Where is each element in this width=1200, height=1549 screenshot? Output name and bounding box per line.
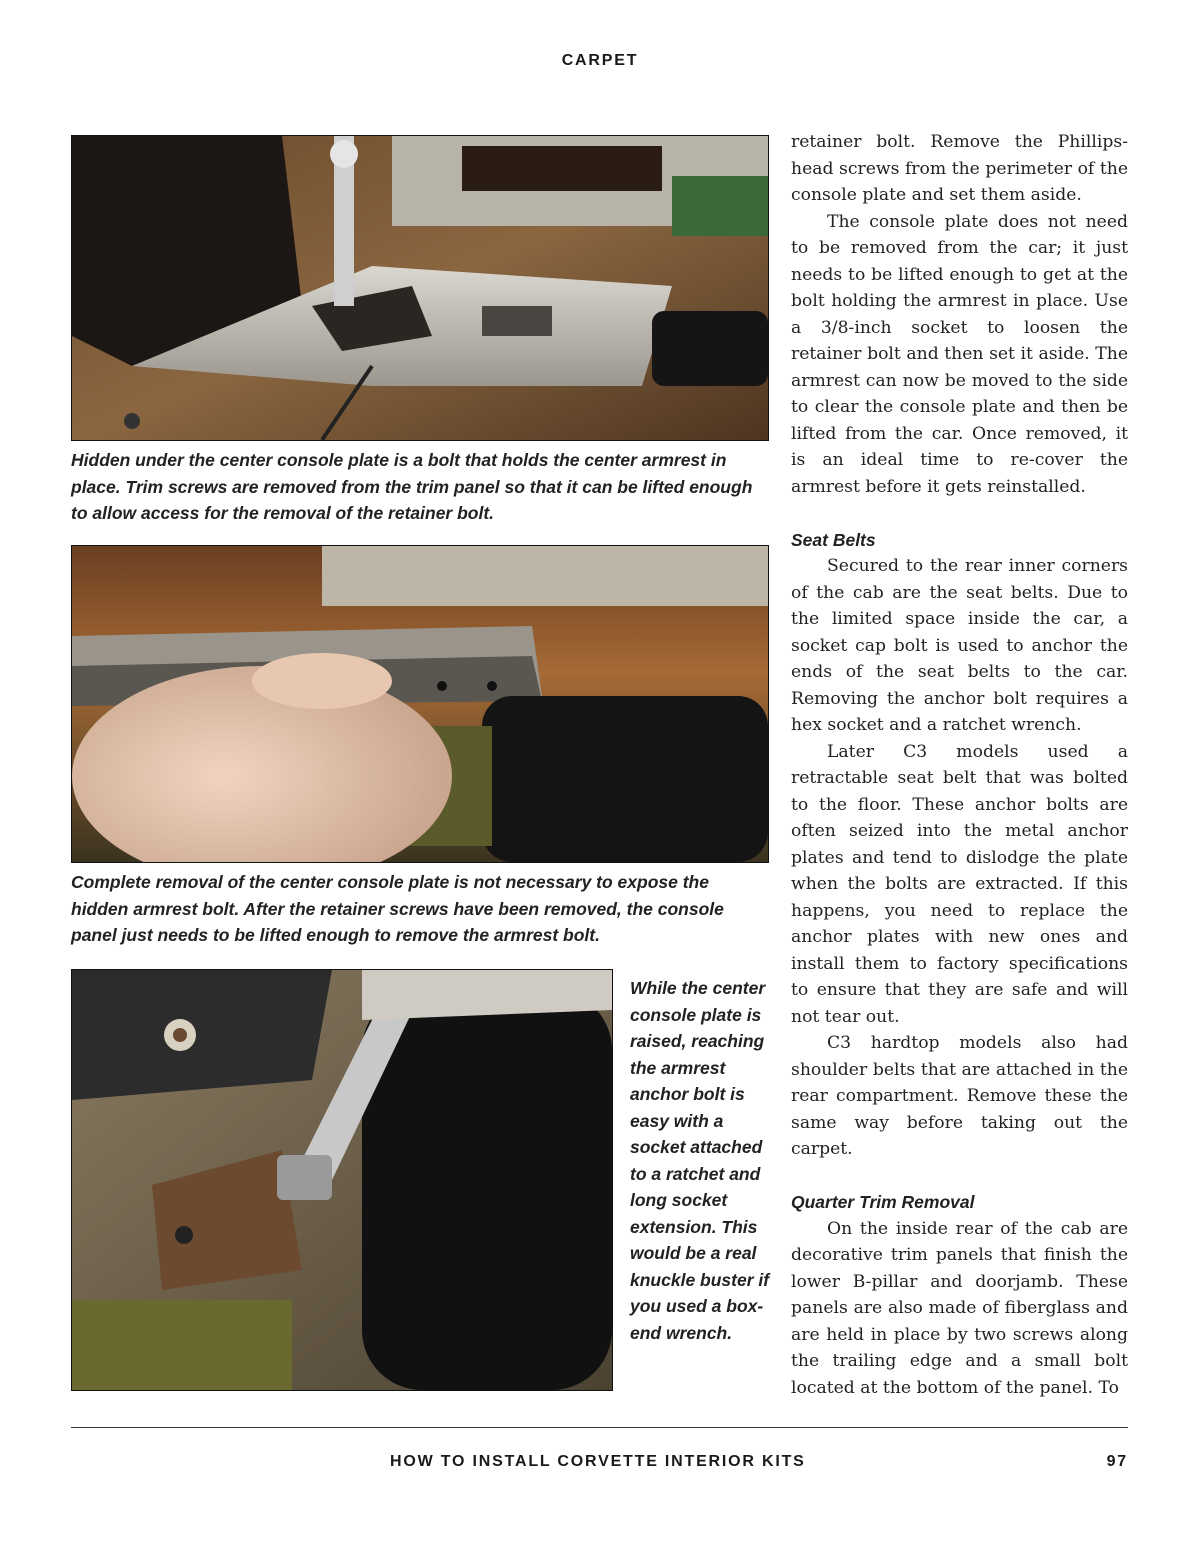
body-paragraph: C3 hardtop models also had shoulder belts that are attached in the rear compartment. Remove these the same way before taking out the carpet. (791, 1033, 1128, 1159)
photo-socket-extension (71, 969, 613, 1391)
photo-console-plate (71, 135, 769, 441)
subheading-quarter-trim: Quarter Trim Removal (791, 1192, 975, 1212)
photo-lifting-plate (71, 545, 769, 863)
body-paragraph: retainer bolt. Remove the Phillips-head screws from the perimeter of the console plate and set them aside. (791, 132, 1128, 205)
footer-rule (71, 1427, 1128, 1428)
footer-page-number: 97 (1106, 1453, 1128, 1470)
body-column (791, 129, 1128, 1401)
body-paragraph: Secured to the rear inner corners of the cab are the seat belts. Due to the limited space inside the car, a socket cap bolt is used to anchor the ends of the seat belts to the car. Removing the anchor bolt requires a hex socket and a ratchet wrench. (791, 556, 1128, 735)
photo-caption-1: Hidden under the center console plate is a bolt that holds the center armrest in place. Trim screws are removed from the trim panel so that it can be lifted enough to allow access for the removal of the retainer bolt. (71, 450, 753, 523)
body-paragraph: The console plate does not need to be removed from the car; it just needs to be lifted enough to get at the bolt holding the armrest in place. Use a 3/8-inch socket to loosen the retainer bolt and then set it aside. The armrest can now be moved to the side to clear the console plate and then be lifted from the car. Once removed, it is an ideal time to re-cover the armrest before it gets reinstalled. (791, 211, 1128, 497)
body-paragraph: On the inside rear of the cab are decorative trim panels that finish the lower B-pillar and doorjamb. These panels are also made of fiberglass and are held in place by two screws along the trailing edge and a small bolt located at the bottom of the panel. To (791, 1218, 1128, 1398)
subheading-seat-belts: Seat Belts (791, 529, 876, 550)
footer-book-title: HOW TO INSTALL CORVETTE INTERIOR KITS (390, 1453, 806, 1470)
photo-caption-3: While the center console plate is raised, reaching the armrest anchor bolt is easy with a socket attached to a ratchet and long socket extension. This would be a real knuckle buster if you used a box-end wrench. (630, 978, 770, 1343)
body-paragraph: Later C3 models used a retractable seat belt that was bolted to the floor. These anchor bolts are often seized into the metal anchor plates and tend to dislodge the plate when the bolts are extracted. If this happens, you need to replace the anchor plates with new ones and install them to factory specifications to ensure that they are safe and will not tear out. (791, 741, 1128, 1027)
running-header: CARPET (561, 52, 639, 69)
photo-caption-2: Complete removal of the center console plate is not necessary to expose the hidden armrest bolt. After the retainer screws have been removed, the console panel just needs to be lifted enough to remove the armrest bolt. (71, 872, 724, 945)
